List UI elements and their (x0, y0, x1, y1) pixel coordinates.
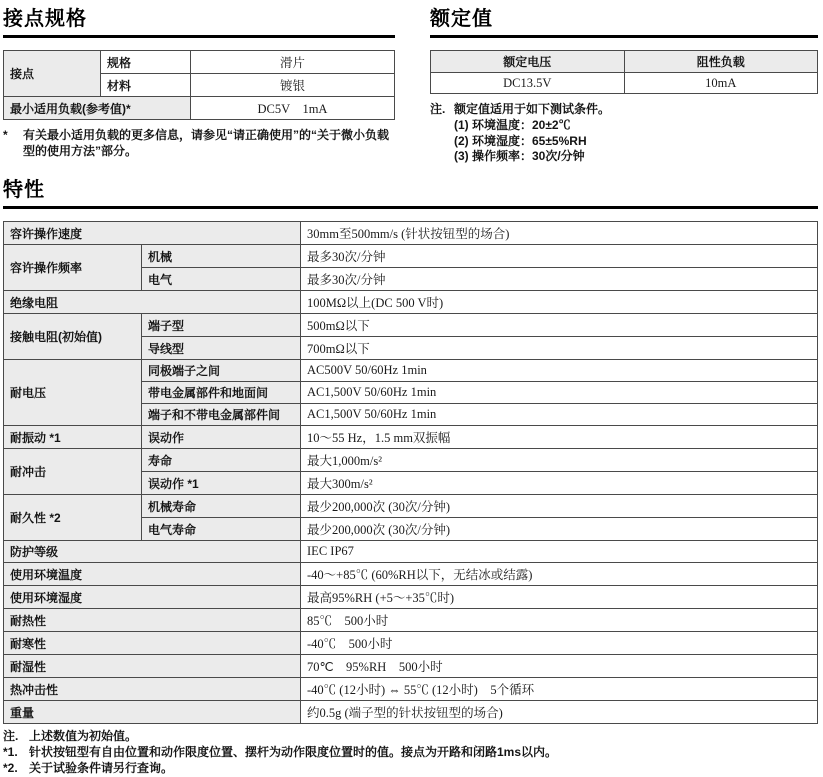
row-label-cell: 使用环境温度 (4, 563, 301, 586)
test-condition: (2) 环境湿度：65±5%RH (454, 133, 587, 148)
table-row (4, 586, 818, 609)
row-value-cell: 85℃ 500小时 (301, 609, 818, 632)
characteristics-table (3, 221, 818, 724)
table-row (4, 632, 818, 655)
row-label-cell: 耐久性 *2 (4, 495, 142, 541)
row-label-cell: 容许操作速度 (4, 222, 301, 245)
min-load-value-cell: DC5V 1mA (191, 97, 395, 120)
row-value-cell: -40℃ 500小时 (301, 632, 818, 655)
row-label-cell: 容许操作频率 (4, 245, 142, 291)
row-value-cell: 100MΩ以上(DC 500 V时) (301, 291, 818, 314)
row-value-cell: 500mΩ以下 (301, 314, 818, 337)
note-marker: *1. (3, 745, 18, 760)
row-label-cell: 耐寒性 (4, 632, 301, 655)
row-value-cell: 最大300m/s² (301, 472, 818, 495)
table-row (4, 701, 818, 724)
footnote-text: 有关最小适用负载的更多信息，请参见“请正确使用”的“关于微小负载型的使用方法”部分。 (23, 128, 390, 158)
characteristics-heading: 特性 (3, 179, 818, 209)
table-row (4, 609, 818, 632)
row-label-cell: 重量 (4, 701, 301, 724)
row-sub-cell: 机械 (142, 245, 301, 268)
note-line (3, 761, 818, 777)
note-text: 关于试验条件请另行查询。 (29, 760, 174, 775)
top-area (3, 8, 818, 165)
param-value-cell: 镀银 (191, 74, 395, 97)
contact-spec-heading: 接点规格 (3, 8, 395, 38)
row-sub-cell: 机械寿命 (142, 495, 301, 518)
table-header-row (431, 51, 818, 73)
table-row (4, 51, 395, 74)
table-row (4, 314, 818, 337)
table-row (4, 678, 818, 701)
row-sub-cell: 电气寿命 (142, 518, 301, 541)
row-value-cell: AC500V 50/60Hz 1min (301, 360, 818, 382)
row-value-cell: 最多30次/分钟 (301, 245, 818, 268)
row-sub-cell: 误动作 *1 (142, 472, 301, 495)
rated-values-section (430, 8, 818, 165)
contact-spec-section (3, 8, 395, 160)
rated-values-heading: 额定值 (430, 8, 818, 38)
rated-values-note (430, 102, 818, 165)
note-text: 额定值适用于如下测试条件。 (454, 102, 611, 116)
row-sub-cell: 寿命 (142, 449, 301, 472)
characteristics-notes (3, 729, 818, 776)
row-value-cell: 最少200,000次 (30次/分钟) (301, 518, 818, 541)
row-label-cell: 耐振动 *1 (4, 426, 142, 449)
note-text: 上述数值为初始值。 (29, 729, 138, 744)
row-sub-cell: 端子型 (142, 314, 301, 337)
row-value-cell: 70℃ 95%RH 500小时 (301, 655, 818, 678)
footnote-marker: * (3, 128, 8, 142)
rated-voltage-value-cell: DC13.5V (431, 73, 625, 94)
test-condition: (1) 环境温度：20±2℃ (454, 117, 571, 132)
row-value-cell: 最少200,000次 (30次/分钟) (301, 495, 818, 518)
contact-group-label-cell: 接点 (4, 51, 101, 97)
resistive-load-header-cell: 阻性负载 (624, 51, 818, 73)
note-marker: 注. (3, 729, 19, 744)
row-label-cell: 使用环境湿度 (4, 586, 301, 609)
row-value-cell: 最高95%RH (+5～+35℃时) (301, 586, 818, 609)
row-label-cell: 耐湿性 (4, 655, 301, 678)
rated-voltage-header-cell: 额定电压 (431, 51, 625, 73)
test-condition: (3) 操作频率：30次/分钟 (454, 149, 585, 164)
row-value-cell: IEC IP67 (301, 541, 818, 563)
rated-values-table (430, 50, 818, 94)
row-label-cell: 热冲击性 (4, 678, 301, 701)
row-sub-cell: 误动作 (142, 426, 301, 449)
table-row (4, 291, 818, 314)
row-value-cell: 最多30次/分钟 (301, 268, 818, 291)
row-value-cell: 约0.5g (端子型的针状按钮型的场合) (301, 701, 818, 724)
row-value-cell: -40℃ (12小时) ⇔ 55℃ (12小时) 5个循环 (301, 678, 818, 701)
characteristics-section (3, 179, 818, 776)
row-value-cell: 10～55 Hz，1.5 mm双振幅 (301, 426, 818, 449)
row-label-cell: 耐电压 (4, 360, 142, 426)
min-load-label-cell: 最小适用负载(参考值)* (4, 97, 191, 120)
table-row (4, 222, 818, 245)
table-row (4, 563, 818, 586)
row-value-cell: 30mm至500mm/s (针状按钮型的场合) (301, 222, 818, 245)
note-line (3, 729, 818, 745)
row-label-cell: 耐热性 (4, 609, 301, 632)
row-label-cell: 防护等级 (4, 541, 301, 563)
resistive-load-value-cell: 10mA (624, 73, 818, 94)
table-row (431, 73, 818, 94)
row-sub-cell: 导线型 (142, 337, 301, 360)
row-sub-cell: 端子和不带电金属部件间 (142, 404, 301, 426)
table-row (4, 495, 818, 518)
table-row (4, 426, 818, 449)
table-row (4, 655, 818, 678)
table-row (4, 360, 818, 382)
row-value-cell: 最大1,000m/s² (301, 449, 818, 472)
row-label-cell: 耐冲击 (4, 449, 142, 495)
table-row (4, 245, 818, 268)
param-label-cell: 材料 (101, 74, 191, 97)
contact-spec-table (3, 50, 395, 120)
table-row (4, 541, 818, 563)
row-value-cell: AC1,500V 50/60Hz 1min (301, 382, 818, 404)
row-label-cell: 接触电阻(初始值) (4, 314, 142, 360)
note-text: 针状按钮型有自由位置和动作限度位置、摆杆为动作限度位置时的值。接点为开路和闭路1ms以内。 (29, 745, 558, 760)
contact-spec-footnote (3, 128, 395, 160)
table-row (4, 449, 818, 472)
row-value-cell: AC1,500V 50/60Hz 1min (301, 404, 818, 426)
row-value-cell: 700mΩ以下 (301, 337, 818, 360)
note-marker: *2. (3, 760, 18, 775)
param-label-cell: 规格 (101, 51, 191, 74)
row-sub-cell: 带电金属部件和地面间 (142, 382, 301, 404)
row-value-cell: -40～+85℃ (60%RH以下，无结冰或结露) (301, 563, 818, 586)
table-row (4, 97, 395, 120)
param-value-cell: 滑片 (191, 51, 395, 74)
row-label-cell: 绝缘电阻 (4, 291, 301, 314)
note-marker: 注. (430, 102, 446, 116)
row-sub-cell: 电气 (142, 268, 301, 291)
note-line (3, 745, 818, 761)
row-sub-cell: 同极端子之间 (142, 360, 301, 382)
